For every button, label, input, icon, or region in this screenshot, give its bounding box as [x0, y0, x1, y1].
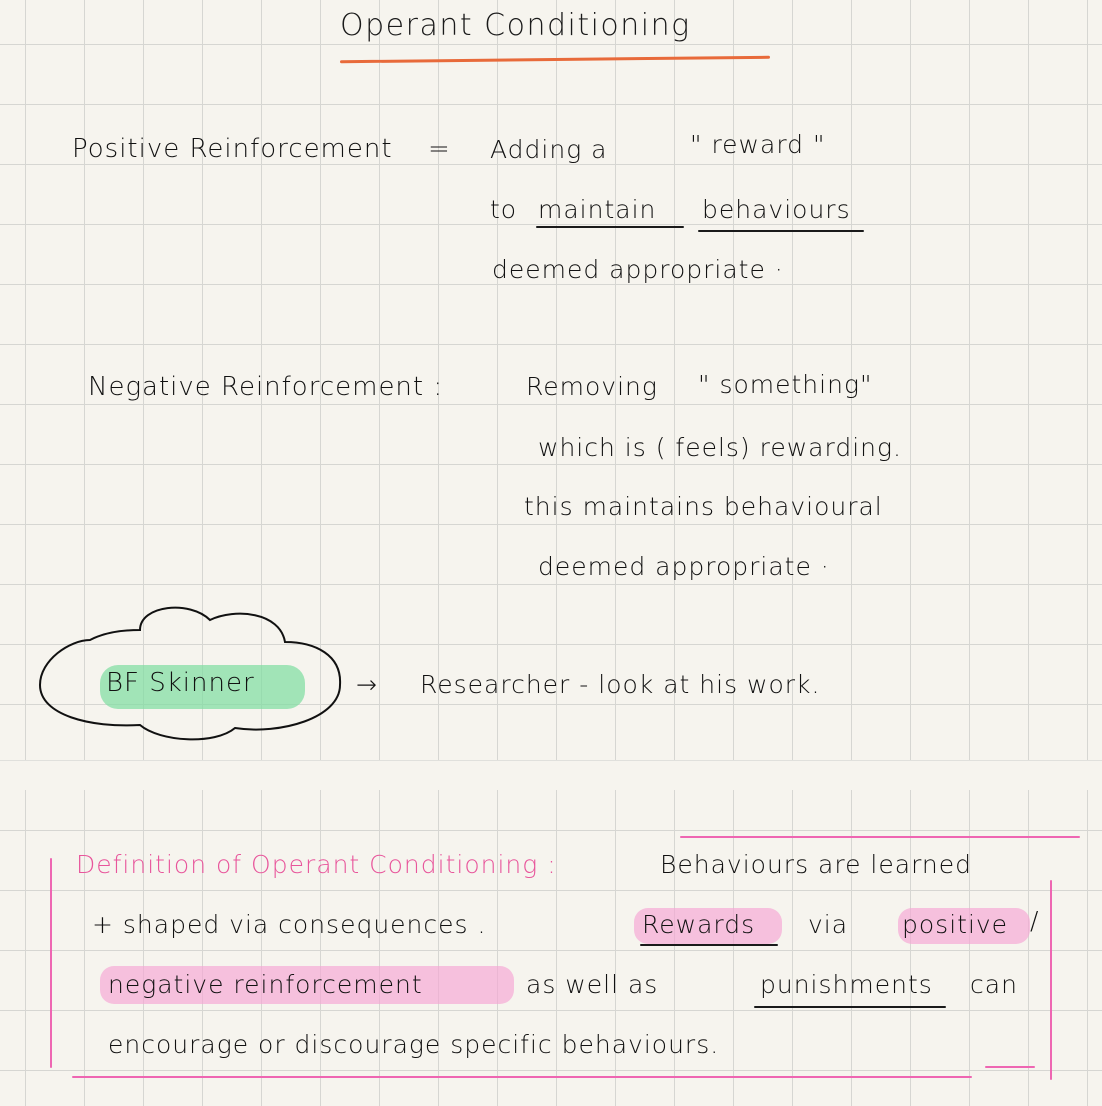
box-bottom-line — [72, 1076, 972, 1078]
positive-equals: = — [428, 134, 451, 164]
positive-line1-a: Adding a — [490, 135, 608, 164]
positive-line2-b: maintain — [538, 195, 657, 224]
definition-slash: / — [1030, 906, 1040, 935]
definition-line3-d: can — [970, 970, 1018, 999]
box-bottom-dash — [985, 1066, 1035, 1068]
negative-line3: this maintains behavioural — [524, 492, 883, 521]
positive-line2-c: behaviours — [702, 195, 851, 224]
negative-line4: deemed appropriate · — [538, 552, 830, 581]
positive-line1-b: " reward " — [690, 130, 826, 159]
definition-line1-end: Behaviours are learned — [660, 850, 973, 879]
positive-line3: deemed appropriate · — [492, 255, 784, 284]
box-right-line — [1050, 880, 1052, 1080]
negative-line2: which is ( feels) rewarding. — [538, 433, 902, 462]
definition-line3-b: as well as — [526, 970, 659, 999]
box-left-line — [50, 858, 52, 1068]
definition-label: Definition of Operant Conditioning : — [76, 850, 557, 879]
definition-line4: encourage or discourage specific behaviours. — [108, 1030, 720, 1059]
definition-line2-a: + shaped via consequences . — [92, 910, 487, 939]
box-top-line — [680, 836, 1080, 838]
page-title: Operant Conditioning — [340, 8, 691, 43]
arrow-icon: → — [356, 670, 378, 699]
definition-positive: positive — [902, 910, 1009, 939]
researcher-name: BF Skinner — [106, 668, 255, 698]
maintain-underline — [536, 226, 684, 228]
definition-punishments: punishments — [760, 970, 933, 999]
punishments-underline — [754, 1006, 946, 1008]
definition-rewards: Rewards — [642, 910, 756, 939]
negative-term: Negative Reinforcement : — [88, 372, 444, 402]
negative-line1-b: " something" — [698, 370, 873, 399]
rewards-underline — [640, 944, 778, 946]
positive-line2-a: to — [490, 195, 518, 224]
positive-term: Positive Reinforcement — [72, 134, 393, 164]
page-divider — [0, 760, 1102, 792]
definition-via: via — [808, 910, 849, 939]
definition-line3-a: negative reinforcement — [108, 970, 423, 999]
behaviours-underline — [698, 230, 864, 232]
negative-line1-a: Removing — [526, 372, 658, 401]
researcher-note: Researcher - look at his work. — [420, 670, 821, 699]
